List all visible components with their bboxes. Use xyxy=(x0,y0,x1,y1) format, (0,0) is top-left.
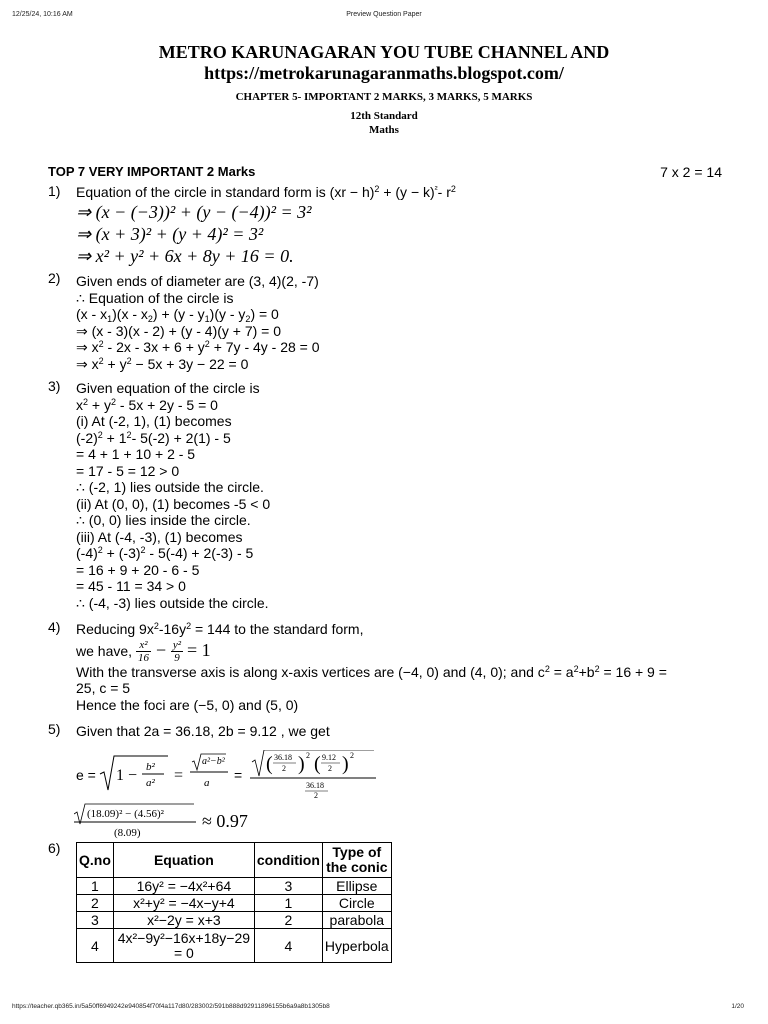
svg-text:(: ( xyxy=(266,752,273,775)
table-cell: 3 xyxy=(77,912,114,929)
answer-line: ∴ Equation of the circle is xyxy=(76,289,234,306)
answer-line: ⇒ (x - 3)(x - 2) + (y - 4)(y + 7) = 0 xyxy=(76,322,282,339)
subject-label: Maths xyxy=(369,124,399,136)
table-cell: Hyperbola xyxy=(322,929,391,963)
col-header: Type of the conic xyxy=(322,843,391,878)
answer-line: = 17 - 5 = 12 > 0 xyxy=(76,462,180,479)
answer-1 xyxy=(76,184,736,267)
answer-line: Reducing $9x^2-16y^2 = 144$ to the standard form, xyxy=(76,621,364,637)
math-line: ⇒ x² + y² + 6x + 8y + 16 = 0. xyxy=(76,245,294,266)
answer-line: Hence the foci are (−5, 0) and (5, 0) xyxy=(76,696,299,713)
svg-text:(: ( xyxy=(314,752,321,775)
answer-4 xyxy=(76,621,736,713)
svg-text:): ) xyxy=(342,752,349,775)
answer-line: $(x - x_1)(x - x_2) + (y - y_1)(y - y_2) = 0$ xyxy=(76,306,279,324)
math-line: ⇒ (x − (−3))² + (y − (−4))² = 3² xyxy=(76,201,312,222)
svg-text:2: 2 xyxy=(350,750,354,760)
table-row xyxy=(77,912,392,929)
page-number: 1/20 xyxy=(731,1003,744,1010)
answer-line: $x^2 + y^2 - 5x + 2y - 5 = 0$ xyxy=(76,396,218,413)
answer-line: ⇒ $x^2 - 2x - 3x + 6 + y^2 + 7y - 4y - 28 = 0$ xyxy=(76,339,320,355)
svg-text:(8.09): (8.09) xyxy=(114,826,141,839)
table-row xyxy=(77,929,392,963)
answer-line: $(-2)^2 + 1^2-$ 5(-2) + 2(1) - 5 xyxy=(76,429,231,446)
answer-line: With the transverse axis is along x-axis vertices are (−4, 0) and (4, 0); and $c^2 = a^2+b^2 = 16 + 9$ = xyxy=(76,663,667,680)
table-cell: 1 xyxy=(77,878,114,895)
svg-text:36.18: 36.18 xyxy=(274,752,292,762)
table-cell: 4 xyxy=(254,929,322,963)
channel-title: METRO KARUNAGARAN YOU TUBE CHANNEL AND xyxy=(158,42,610,62)
svg-text:36.18: 36.18 xyxy=(306,780,324,790)
answer-5 xyxy=(76,723,736,842)
answer-line: ∴ (0, 0) lies inside the circle. xyxy=(76,512,251,528)
answer-line: ⇒ $x^2 + y^2 - 5x + 3y - 22 = 0$ xyxy=(76,355,249,372)
print-url: https://teacher.qb365.in/5a50ff6949242e940854f70f4a117d80/283002/591b888d92911896155b6a9a8b1305b8 xyxy=(12,1003,330,1010)
table-cell: 2 xyxy=(254,912,322,929)
answer-line: $(-4)^2 + (-3)^2 - 5(-4) + 2(-3) - 5$ xyxy=(76,545,254,561)
table-cell: Ellipse xyxy=(322,878,391,895)
answer-line: ∴ (-4, -3) lies outside the circle. xyxy=(76,594,269,611)
question-number: 3) xyxy=(48,378,61,394)
table-cell: 16y² = −4x²+64 xyxy=(113,878,254,895)
eccentricity-result xyxy=(74,802,734,842)
question-number: 2) xyxy=(48,270,61,286)
answer-3 xyxy=(76,380,736,611)
math-line: ⇒ (x + 3)² + (y + 4)² = 3² xyxy=(76,223,264,244)
table-cell: Circle xyxy=(322,895,391,912)
answer-line: (ii) At (0, 0), (1) becomes -5 < 0 xyxy=(76,495,271,512)
chapter-title: CHAPTER 5- IMPORTANT 2 MARKS, 3 MARKS, 5 MARKS xyxy=(235,91,533,103)
answer-line: Given ends of diameter are (3, 4)(2, -7) xyxy=(76,273,319,289)
table-row xyxy=(77,878,392,895)
table-cell: 4 xyxy=(77,929,114,963)
section-marks: 7 x 2 = 14 xyxy=(660,164,722,180)
answer-line: Given equation of the circle is xyxy=(76,380,260,396)
svg-text:2: 2 xyxy=(282,763,286,773)
print-datetime: 12/25/24, 10:16 AM xyxy=(12,11,73,18)
svg-text:a²: a² xyxy=(146,776,155,789)
svg-text:(18.09)² − (4.56)²: (18.09)² − (4.56)² xyxy=(87,807,164,820)
answer-line: ∴ (-2, 1) lies outside the circle. xyxy=(76,479,264,495)
svg-text:=: = xyxy=(234,766,243,783)
svg-text:e =: e = xyxy=(76,766,96,783)
standard-label: 12th Standard xyxy=(350,110,418,122)
col-header: Q.no xyxy=(77,843,114,878)
col-header: condition xyxy=(254,843,322,878)
table-cell: 2 xyxy=(77,895,114,912)
col-header: Equation xyxy=(113,843,254,878)
svg-text:2: 2 xyxy=(314,790,318,798)
title-block xyxy=(0,42,768,136)
answer-line: = 45 - 11 = 34 > 0 xyxy=(76,578,186,594)
conic-table xyxy=(76,842,392,963)
table-row xyxy=(77,895,392,912)
print-page-title: Preview Question Paper xyxy=(346,11,422,18)
svg-text:a: a xyxy=(204,776,210,789)
svg-text:=: = xyxy=(174,766,184,784)
answer-line: (iii) At (-4, -3), (1) becomes xyxy=(76,528,243,545)
question-number: 6) xyxy=(48,840,61,856)
svg-text:9.12: 9.12 xyxy=(322,752,336,762)
eccentricity-formula xyxy=(76,750,736,796)
table-cell: 4x²−9y²−16x+18y−29 = 0 xyxy=(113,929,254,963)
svg-text:a²−b²: a²−b² xyxy=(202,755,225,767)
table-cell: 1 xyxy=(254,895,322,912)
question-number: 1) xyxy=(48,183,61,199)
answer-line: = 16 + 9 + 20 - 6 - 5 xyxy=(76,561,200,578)
table-cell: x²−2y = x+3 xyxy=(113,912,254,929)
answer-line: = 4 + 1 + 10 + 2 - 5 xyxy=(76,446,196,462)
table-cell: x²+y² = −4x−y+4 xyxy=(113,895,254,912)
section-title: TOP 7 VERY IMPORTANT 2 Marks xyxy=(48,164,256,179)
question-number: 4) xyxy=(48,619,61,635)
question-number: 5) xyxy=(48,721,61,737)
table-cell: parabola xyxy=(322,912,391,929)
answer-2 xyxy=(76,273,736,372)
svg-text:): ) xyxy=(298,752,305,775)
svg-text:b²: b² xyxy=(146,760,155,773)
svg-text:2: 2 xyxy=(306,750,310,760)
answer-line: Given that 2a = 36.18, 2b = 9.12 , we get xyxy=(76,723,330,739)
result-value: ≈ 0.97 xyxy=(202,810,248,831)
svg-text:1 −: 1 − xyxy=(116,766,138,784)
answer-line: Equation of the circle in standard form is $(xr - h)^2 + (y - k)^{^2}-$ $r^2$ xyxy=(76,184,456,200)
table-cell: 3 xyxy=(254,878,322,895)
answer-line: (i) At (-2, 1), (1) becomes xyxy=(76,413,232,429)
answer-line: 25, c = 5 xyxy=(76,680,131,696)
blog-url: https://metrokarunagaranmaths.blogspot.com/ xyxy=(204,63,564,83)
answer-line: we have, $\frac{\text{x²}}{16}$ − $\frac{\text{y²}}{9}$ = 1 xyxy=(76,639,211,665)
table-header-row xyxy=(77,843,392,878)
svg-text:2: 2 xyxy=(328,763,332,773)
